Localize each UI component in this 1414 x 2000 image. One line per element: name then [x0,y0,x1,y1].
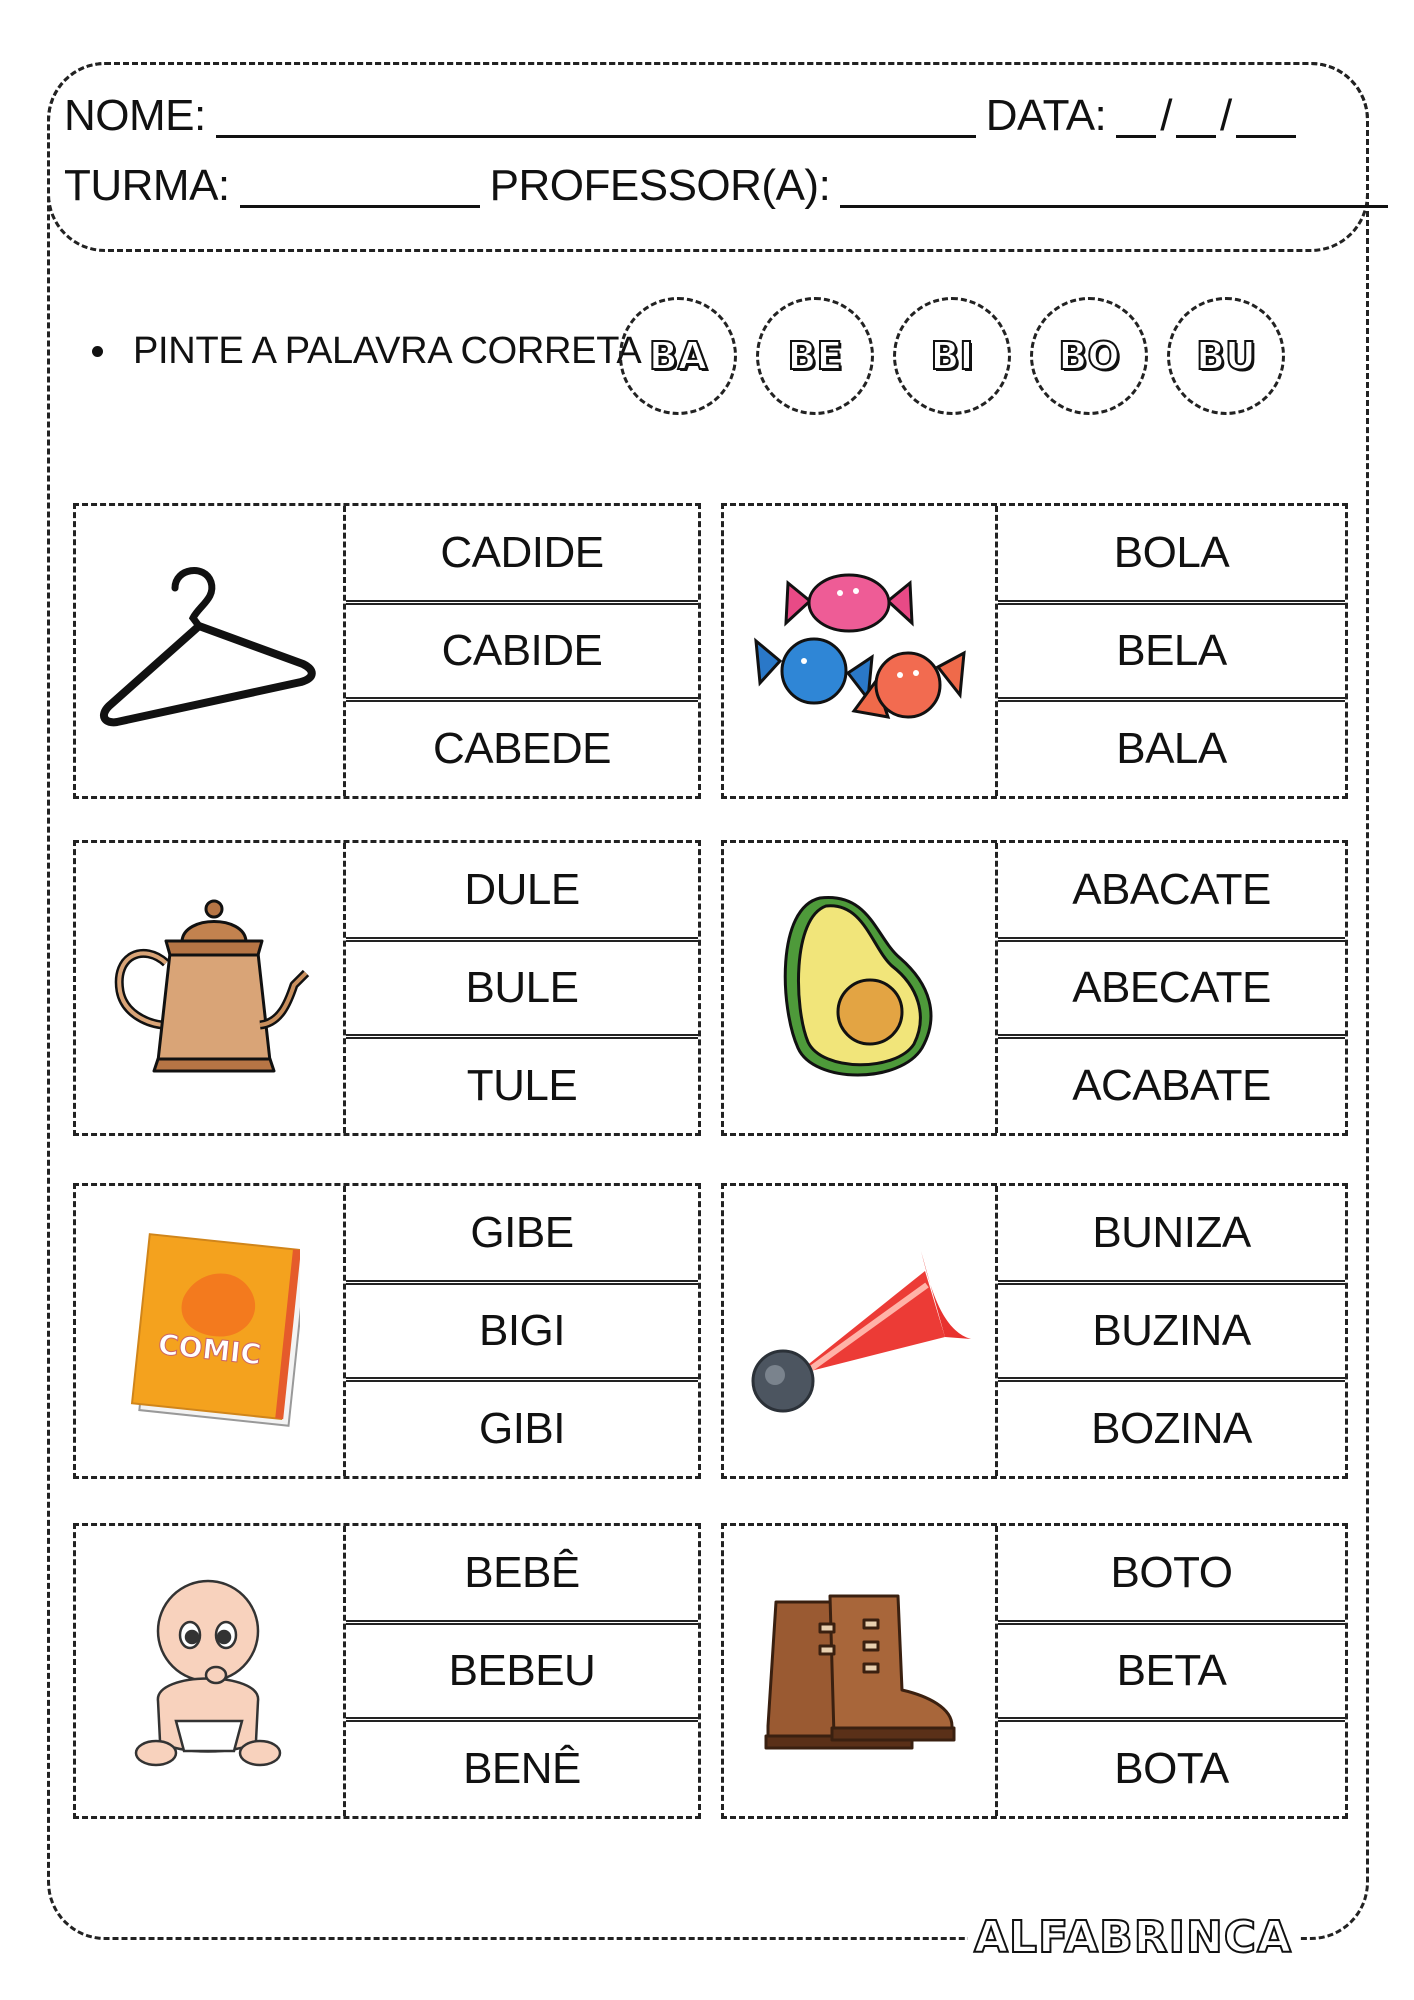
syllable-badge: BO [1030,297,1148,415]
instruction-text: PINTE A PALAVRA CORRETA [133,330,642,372]
word-card-candy [721,503,1348,799]
header-row-name-date [64,91,1306,140]
word-option[interactable]: CABEDE [346,700,698,796]
boots-icon [724,1526,995,1816]
word-option[interactable]: BOTA [998,1720,1345,1816]
comic-cover-text: COMIC [156,1327,263,1372]
date-separator: / [1220,91,1232,140]
name-label: NOME: [64,91,206,140]
word-card-boots [721,1523,1348,1819]
date-month-field[interactable] [1176,97,1216,138]
word-card-baby [73,1523,701,1819]
word-card-comic [73,1183,701,1479]
word-option[interactable]: BENÊ [346,1720,698,1816]
date-day-field[interactable] [1116,97,1156,138]
word-option[interactable]: BULE [346,940,698,1036]
word-options [995,1526,1345,1816]
instruction [92,330,641,373]
date-year-field[interactable] [1236,97,1296,138]
word-card-avocado [721,840,1348,1136]
word-options [995,843,1345,1133]
bullet-icon [92,346,103,357]
syllable-badge: BA [619,297,737,415]
syllable-badge: BU [1167,297,1285,415]
word-option[interactable]: BUZINA [998,1283,1345,1379]
teapot-icon [76,843,343,1133]
word-option[interactable]: DULE [346,843,698,939]
word-options [343,843,698,1133]
teacher-label: PROFESSOR(A): [489,161,831,210]
word-option[interactable]: TULE [346,1037,698,1133]
syllable-badge: BI [893,297,1011,415]
date-separator: / [1160,91,1173,140]
horn-icon [724,1186,995,1476]
word-card-teapot [73,840,701,1136]
word-option[interactable]: CABIDE [346,603,698,699]
word-option[interactable]: ABACATE [998,843,1345,939]
word-option[interactable]: BIGI [346,1283,698,1379]
word-option[interactable]: ACABATE [998,1037,1345,1133]
baby-icon [76,1526,343,1816]
class-label: TURMA: [64,161,230,210]
word-option[interactable]: BOZINA [998,1380,1345,1476]
comic-book-icon [76,1186,343,1476]
avocado-icon [724,843,995,1133]
word-option[interactable]: GIBE [346,1186,698,1282]
word-option[interactable]: BOTO [998,1526,1345,1622]
word-options [995,1186,1345,1476]
word-options [343,1526,698,1816]
hanger-icon [76,506,343,796]
word-option[interactable]: BEBÊ [346,1526,698,1622]
teacher-field[interactable] [840,167,1388,208]
word-option[interactable]: ABECATE [998,940,1345,1036]
word-options [343,506,698,796]
word-card-horn [721,1183,1348,1479]
word-options [343,1186,698,1476]
word-option[interactable]: BOLA [998,506,1345,602]
candy-icon [724,506,995,796]
date-label: DATA: [985,91,1107,140]
word-option[interactable]: BUNIZA [998,1186,1345,1282]
header-row-class-teacher [64,161,1398,210]
syllable-list [619,297,1285,415]
word-options [995,506,1345,796]
syllable-badge: BE [756,297,874,415]
word-option[interactable]: CADIDE [346,506,698,602]
word-card-hanger [73,503,701,799]
word-option[interactable]: GIBI [346,1380,698,1476]
name-field[interactable] [216,97,976,138]
word-option[interactable]: BALA [998,700,1345,796]
word-option[interactable]: BELA [998,603,1345,699]
brand-logo: ALFABRINCA [968,1912,1298,1963]
word-option[interactable]: BEBEU [346,1623,698,1719]
word-option[interactable]: BETA [998,1623,1345,1719]
class-field[interactable] [240,167,480,208]
